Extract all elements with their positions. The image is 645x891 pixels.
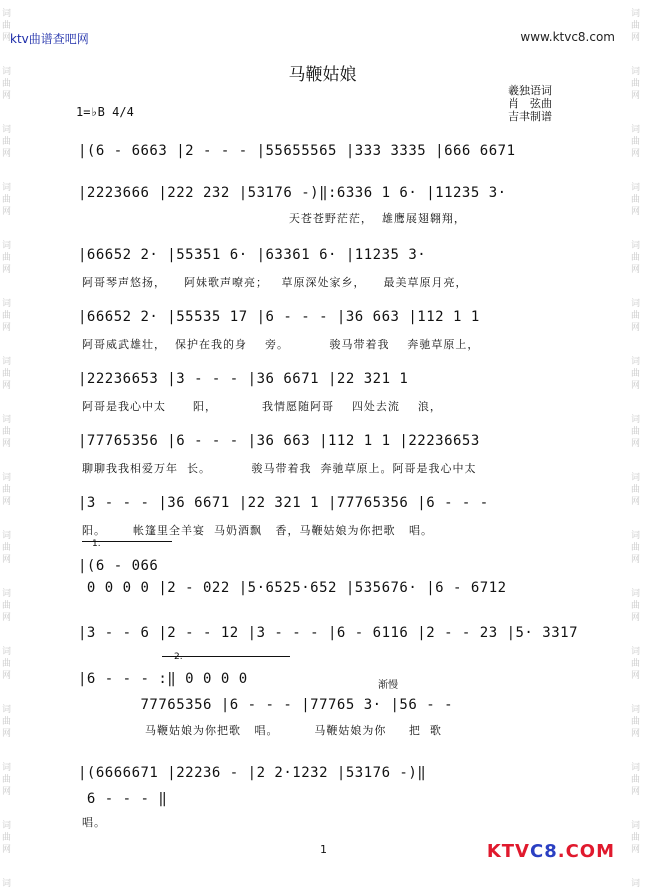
watermark-char: 网	[2, 671, 12, 681]
watermark-char: 曲	[631, 775, 641, 785]
watermark-char: 网	[631, 207, 641, 217]
watermark-char: 曲	[2, 195, 12, 205]
notes-line: |(6 - 6663 |2 - - - |55655565 |333 3335 |666 6671	[78, 143, 516, 159]
watermark-char: 词	[631, 705, 641, 715]
watermark-char: 网	[2, 497, 12, 507]
watermark-char: 网	[2, 207, 12, 217]
watermark-char: 词	[2, 357, 12, 367]
watermark-char: 曲	[2, 369, 12, 379]
lyrics-line: 阳。 帐篷里全羊宴 马奶酒飘 香，马鞭姑娘为你把歌 唱。	[82, 524, 433, 537]
watermark-char: 词	[2, 67, 12, 77]
watermark-char: 网	[631, 91, 641, 101]
volta-label-2: 2.	[174, 652, 183, 662]
watermark-char: 词	[631, 9, 641, 19]
watermark-char: 词	[631, 647, 641, 657]
watermark-char: 网	[631, 729, 641, 739]
watermark-char: 词	[2, 241, 12, 251]
watermark-char: 曲	[631, 137, 641, 147]
watermark-char: 曲	[2, 79, 12, 89]
watermark-char: 词	[631, 241, 641, 251]
watermark-char: 曲	[2, 21, 12, 31]
watermark-char: 网	[2, 439, 12, 449]
watermark-char: 词	[631, 821, 641, 831]
notes-line: |6 - - - :‖ 0 0 0 0 77765356 |6 - - - |77765 3· |56 - -	[78, 671, 454, 713]
score-system-9	[78, 625, 585, 655]
score-system-8	[78, 539, 585, 605]
score-system-4	[78, 309, 585, 354]
watermark-char: 曲	[631, 601, 641, 611]
watermark-char: 网	[2, 613, 12, 623]
score-system-1	[78, 143, 585, 173]
notes-line: |77765356 |6 - - - |36 663 |112 1 1 |22236653	[78, 433, 480, 449]
watermark-char: 词	[631, 357, 641, 367]
watermark-char: 曲	[631, 21, 641, 31]
notes-line: |(6666671 |22236 - |2 2·1232 |53176 -)‖ 6 - - - ‖	[78, 765, 427, 807]
watermark-char: 网	[631, 265, 641, 275]
site-name-left[interactable]: ktv曲谱查吧网	[10, 32, 89, 46]
tempo-mark: 渐慢	[378, 680, 398, 691]
lyrics-line: 天苍苍野茫茫， 雄鹰展翅翱翔，	[82, 212, 466, 225]
watermark-char: 词	[631, 473, 641, 483]
watermark-char: 词	[2, 415, 12, 425]
watermark-char: 曲	[631, 253, 641, 263]
watermark-char: 曲	[631, 485, 641, 495]
watermark-char: 曲	[2, 485, 12, 495]
watermark-char: 词	[631, 763, 641, 773]
watermark-char: 网	[631, 671, 641, 681]
watermark-char: 曲	[631, 195, 641, 205]
notes-line: |66652 2· |55351 6· |63361 6· |11235 3·	[78, 247, 427, 263]
volta-label-1: 1.	[92, 539, 101, 549]
watermark-char: 曲	[2, 717, 12, 727]
notes-line: |66652 2· |55535 17 |6 - - - |36 663 |112 1 1	[78, 309, 480, 325]
watermark-char: 网	[631, 497, 641, 507]
footer-logo[interactable]	[487, 841, 615, 862]
watermark-char: 曲	[2, 659, 12, 669]
watermark-char: 网	[631, 787, 641, 797]
watermark-char: 词	[631, 415, 641, 425]
watermark-char: 词	[2, 821, 12, 831]
page-number: 1	[320, 843, 327, 856]
watermark-char: 词	[631, 299, 641, 309]
lyrics-line: 阿哥是我心中太 阳， 我情愿随阿哥 四处去流 浪，	[82, 400, 442, 413]
watermark-right	[629, 0, 645, 891]
score-system-11	[78, 760, 585, 835]
watermark-char: 曲	[631, 311, 641, 321]
watermark-left	[0, 0, 16, 891]
watermark-char: 词	[631, 67, 641, 77]
watermark-char: 网	[631, 439, 641, 449]
watermark-char: 词	[631, 531, 641, 541]
watermark-char: 曲	[631, 659, 641, 669]
notes-line: |22236653 |3 - - - |36 6671 |22 321 1	[78, 371, 409, 387]
score-system-3	[78, 247, 585, 292]
watermark-char: 网	[2, 845, 12, 855]
watermark-char: 词	[2, 473, 12, 483]
watermark-char: 曲	[2, 311, 12, 321]
watermark-char: 曲	[2, 253, 12, 263]
watermark-char: 词	[2, 763, 12, 773]
score-system-5	[78, 371, 585, 416]
song-title: 马鞭姑娘	[288, 65, 357, 85]
watermark-char: 网	[631, 845, 641, 855]
watermark-char: 词	[2, 647, 12, 657]
watermark-char: 网	[2, 91, 12, 101]
logo-ktv: KTV	[486, 841, 530, 862]
watermark-char: 网	[2, 381, 12, 391]
watermark-char: 曲	[631, 717, 641, 727]
watermark-char: 曲	[2, 775, 12, 785]
credit-lyricist: 羲独语词	[508, 84, 552, 97]
watermark-char: 曲	[631, 427, 641, 437]
watermark-char: 曲	[631, 543, 641, 553]
watermark-char: 词	[2, 879, 12, 889]
watermark-char: 词	[2, 125, 12, 135]
watermark-char: 曲	[631, 79, 641, 89]
watermark-char: 网	[2, 265, 12, 275]
watermark-char: 网	[2, 149, 12, 159]
score-system-10	[78, 652, 585, 752]
watermark-char: 词	[631, 183, 641, 193]
watermark-char: 网	[631, 381, 641, 391]
key-signature: 1=♭B 4/4	[76, 105, 134, 119]
lyrics-line: 阿哥威武雄壮， 保护在我的身 旁。 骏马带着我 奔驰草原上，	[82, 338, 480, 351]
notes-line: |3 - - 6 |2 - - 12 |3 - - - |6 - 6116 |2 - - 23 |5· 3317	[78, 625, 579, 641]
watermark-char: 网	[631, 613, 641, 623]
notes-line: |(6 - 066 0 0 0 0 |2 - 022 |5·6525·652 |535676· |6 - 6712	[78, 558, 507, 596]
watermark-char: 网	[2, 729, 12, 739]
watermark-char: 网	[2, 555, 12, 565]
logo-com: .COM	[557, 841, 615, 862]
watermark-char: 曲	[2, 427, 12, 437]
logo-c8: C8	[530, 841, 558, 862]
watermark-char: 网	[631, 323, 641, 333]
site-url-right[interactable]: www.ktvc8.com	[520, 30, 615, 44]
watermark-char: 曲	[2, 137, 12, 147]
watermark-char: 曲	[2, 543, 12, 553]
lyrics-line: 马鞭姑娘为你把歌 唱。 马鞭姑娘为你 把 歌	[82, 724, 442, 737]
credit-arranger: 吉聿制谱	[508, 110, 552, 123]
watermark-char: 网	[631, 149, 641, 159]
score-system-2	[78, 185, 585, 230]
watermark-char: 曲	[2, 601, 12, 611]
watermark-char: 词	[631, 125, 641, 135]
lyrics-line: 阿哥琴声悠扬， 阿妹歌声嘹亮； 草原深处家乡， 最美草原月亮，	[82, 276, 468, 289]
notes-line: |2223666 |222 232 |53176 -)‖:6336 1 6· |11235 3·	[78, 185, 507, 201]
watermark-char: 词	[2, 589, 12, 599]
watermark-char: 词	[2, 531, 12, 541]
score-system-6	[78, 433, 585, 478]
watermark-char: 网	[631, 555, 641, 565]
watermark-char: 网	[2, 33, 12, 43]
watermark-char: 词	[631, 589, 641, 599]
watermark-char: 词	[2, 299, 12, 309]
watermark-char: 曲	[2, 833, 12, 843]
watermark-char: 网	[631, 33, 641, 43]
watermark-char: 词	[2, 183, 12, 193]
credit-composer: 肖 弦曲	[508, 97, 552, 110]
watermark-char: 曲	[631, 833, 641, 843]
score-system-7	[78, 495, 585, 540]
watermark-char: 曲	[631, 369, 641, 379]
watermark-char: 词	[631, 879, 641, 889]
watermark-char: 网	[2, 323, 12, 333]
notes-line: |3 - - - |36 6671 |22 321 1 |77765356 |6 - - -	[78, 495, 489, 511]
watermark-char: 网	[2, 787, 12, 797]
lyrics-line: 聊聊我我相爱万年 长。 骏马带着我 奔驰草原上。阿哥是我心中太	[82, 462, 477, 475]
lyrics-line: 唱。	[82, 816, 106, 829]
watermark-char: 词	[2, 705, 12, 715]
watermark-char: 词	[2, 9, 12, 19]
